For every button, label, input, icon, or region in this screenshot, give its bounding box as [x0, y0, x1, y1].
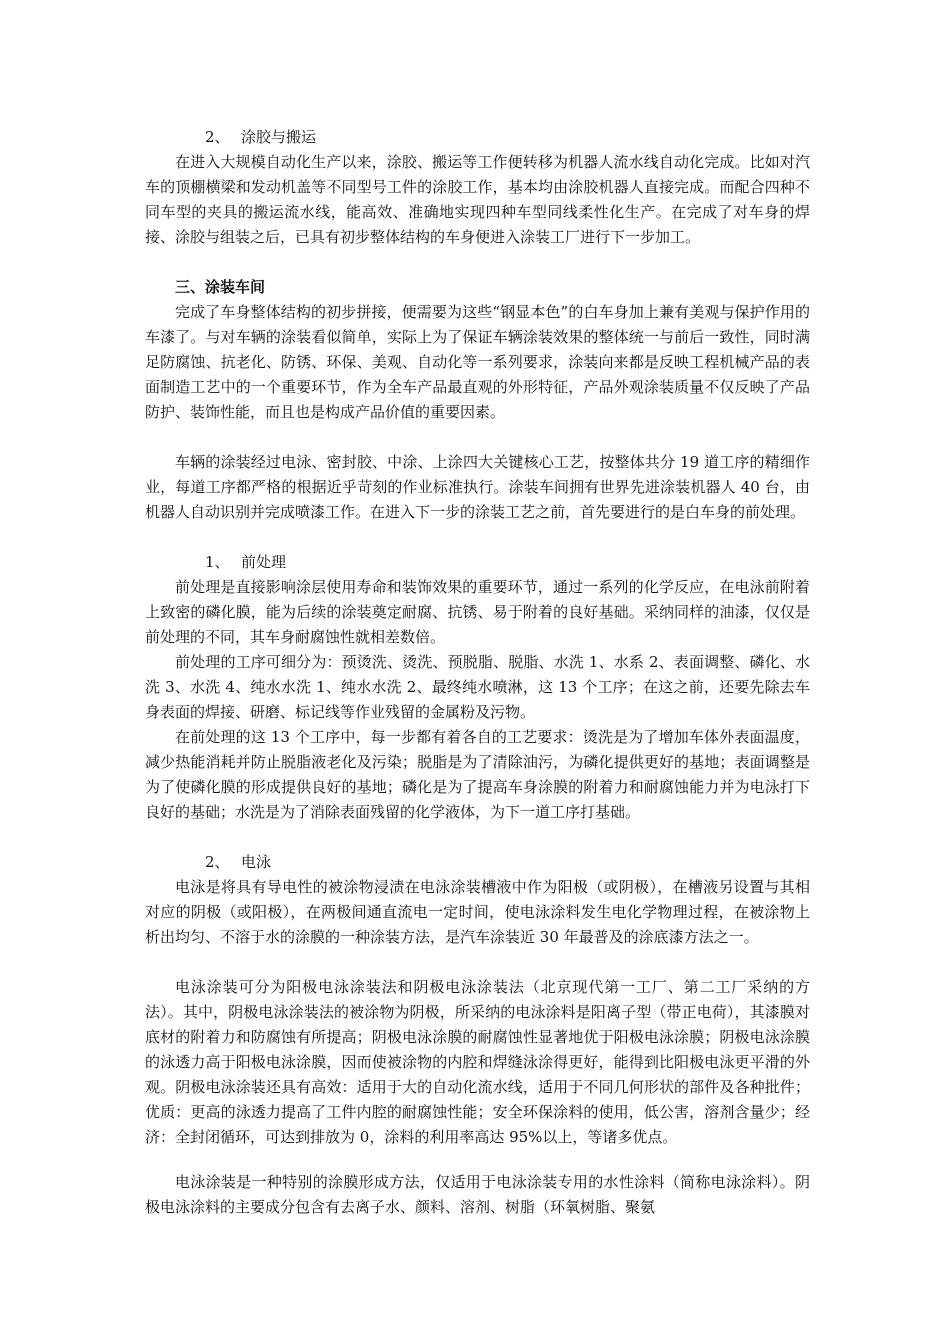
paragraph-automation: 在进入大规模自动化生产以来，涂胶、搬运等工作便转移为机器人流水线自动化完成。比如对汽车的顶棚横梁和发动机盖等不同型号工件的涂胶工作，基本均由涂胶机器人直接完成。而配合四种不同车型的夹具的搬运流水线，能高效、准确地实现四种车型同线柔性化生产。在完成了对车身的焊接、涂胶与组装之后，已具有初步整体结构的车身便进入涂装工厂进行下一步加工。: [145, 153, 810, 246]
subheading-number: 1、: [205, 553, 230, 571]
subheading-number: 2、: [205, 128, 230, 146]
subheading-title: 电泳: [241, 853, 272, 871]
subheading-number: 2、: [205, 853, 230, 871]
paragraph-electrophoresis-methods: 电泳涂装可分为阳极电泳涂装法和阴极电泳涂装法（北京现代第一工厂、第二工厂采纳的方法）。其中，阴极电泳涂装法的被涂物为阴极，所采纳的电泳涂料是阳离子型（带正电荷），其漆膜对底材的附着力和防腐蚀有所提高；阴极电泳涂膜的耐腐蚀性显著地优于阳极电泳涂膜；阴极电泳涂膜的泳透力高于阳极电泳涂膜，因而使被涂物的内腔和焊缝泳涂得更好，能得到比阳极电泳更平滑的外观。阴极电泳涂装还具有高效：适用于大的自动化流水线，适用于不同几何形状的部件及各种批件；优质：更高的泳透力提高了工件内腔的耐腐蚀性能；安全环保涂料的使用，低公害，溶剂含量少；经济：全封闭循环，可达到排放为 0，涂料的利用率高达 95%以上，等诸多优点。: [145, 978, 810, 1146]
paragraph-pretreatment-steps: 前处理的工序可细分为：预烫洗、烫洗、预脱脂、脱脂、水洗 1、水系 2、表面调整、磷化、水洗 3、水洗 4、纯水水洗 1、纯水水洗 2、最终纯水喷淋，这 13 个工序；在这之前，还要先除去车身表面的焊接、研磨、标记线等作业残留的金属粉及污物。: [145, 653, 810, 721]
subheading-coating-handling: [205, 125, 805, 150]
paragraph-electrophoresis-definition: 电泳是将具有导电性的被涂物浸渍在电泳涂装槽液中作为阳极（或阴极），在槽液另设置与其相对应的阴极（或阳极），在两极间通直流电一定时间，使电泳涂料发生电化学物理过程，在被涂物上析出均匀、不溶于水的涂膜的一种涂装方法，是汽车涂装近 30 年最普及的涂底漆方法之一。: [145, 878, 810, 946]
paragraph-painting-intro: 完成了车身整体结构的初步拼接，便需要为这些“钢显本色”的白车身加上兼有美观与保护作用的车漆了。与对车辆的涂装看似简单，实际上为了保证车辆涂装效果的整体统一与前后一致性，同时满足防腐蚀、抗老化、防锈、环保、美观、自动化等一系列要求，涂装向来都是反映工程机械产品的表面制造工艺中的一个重要环节，作为全车产品最直观的外形特征，产品外观涂装质量不仅反映了产品防护、装饰性能，而且也是构成产品价值的重要因素。: [145, 303, 810, 421]
subheading-pretreatment: [205, 550, 805, 575]
subheading-title: 前处理: [241, 553, 287, 571]
paragraph-pretreatment-requirements: 在前处理的这 13 个工序中，每一步都有着各自的工艺要求：烫洗是为了增加车体外表面温度，减少热能消耗并防止脱脂液老化及污染；脱脂是为了清除油污，为磷化提供更好的基地；表面调整是为了使磷化膜的形成提供良好的基地；磷化是为了提高车身涂膜的附着力和耐腐蚀能力并为电泳打下良好的基础；水洗是为了消除表面残留的化学液体，为下一道工序打基础。: [145, 728, 810, 821]
paragraph-painting-process: 车辆的涂装经过电泳、密封胶、中涂、上涂四大关键核心工艺，按整体共分 19 道工序的精细作业，每道工序都严格的根据近乎苛刻的作业标准执行。涂装车间拥有世界先进涂装机器人 40 台，由机器人自动识别并完成喷漆工作。在进入下一步的涂装工艺之前，首先要进行的是白车身的前处理。: [145, 453, 810, 521]
subheading-electrophoresis: [205, 850, 805, 875]
section-heading-painting-shop: 三、涂装车间: [175, 278, 266, 296]
subheading-title: 涂胶与搬运: [241, 128, 317, 146]
paragraph-pretreatment-importance: 前处理是直接影响涂层使用寿命和装饰效果的重要环节，通过一系列的化学反应，在电泳前附着上致密的磷化膜，能为后续的涂装奠定耐腐、抗锈、易于附着的良好基础。采纳同样的油漆，仅仅是前处理的不同，其车身耐腐蚀性就相差数倍。: [145, 578, 810, 646]
paragraph-electrophoresis-coating: 电泳涂装是一种特别的涂膜形成方法，仅适用于电泳涂装专用的水性涂料（简称电泳涂料）。阴极电泳涂料的主要成分包含有去离子水、颜料、溶剂、树脂（环氧树脂、聚氨: [145, 1173, 810, 1216]
